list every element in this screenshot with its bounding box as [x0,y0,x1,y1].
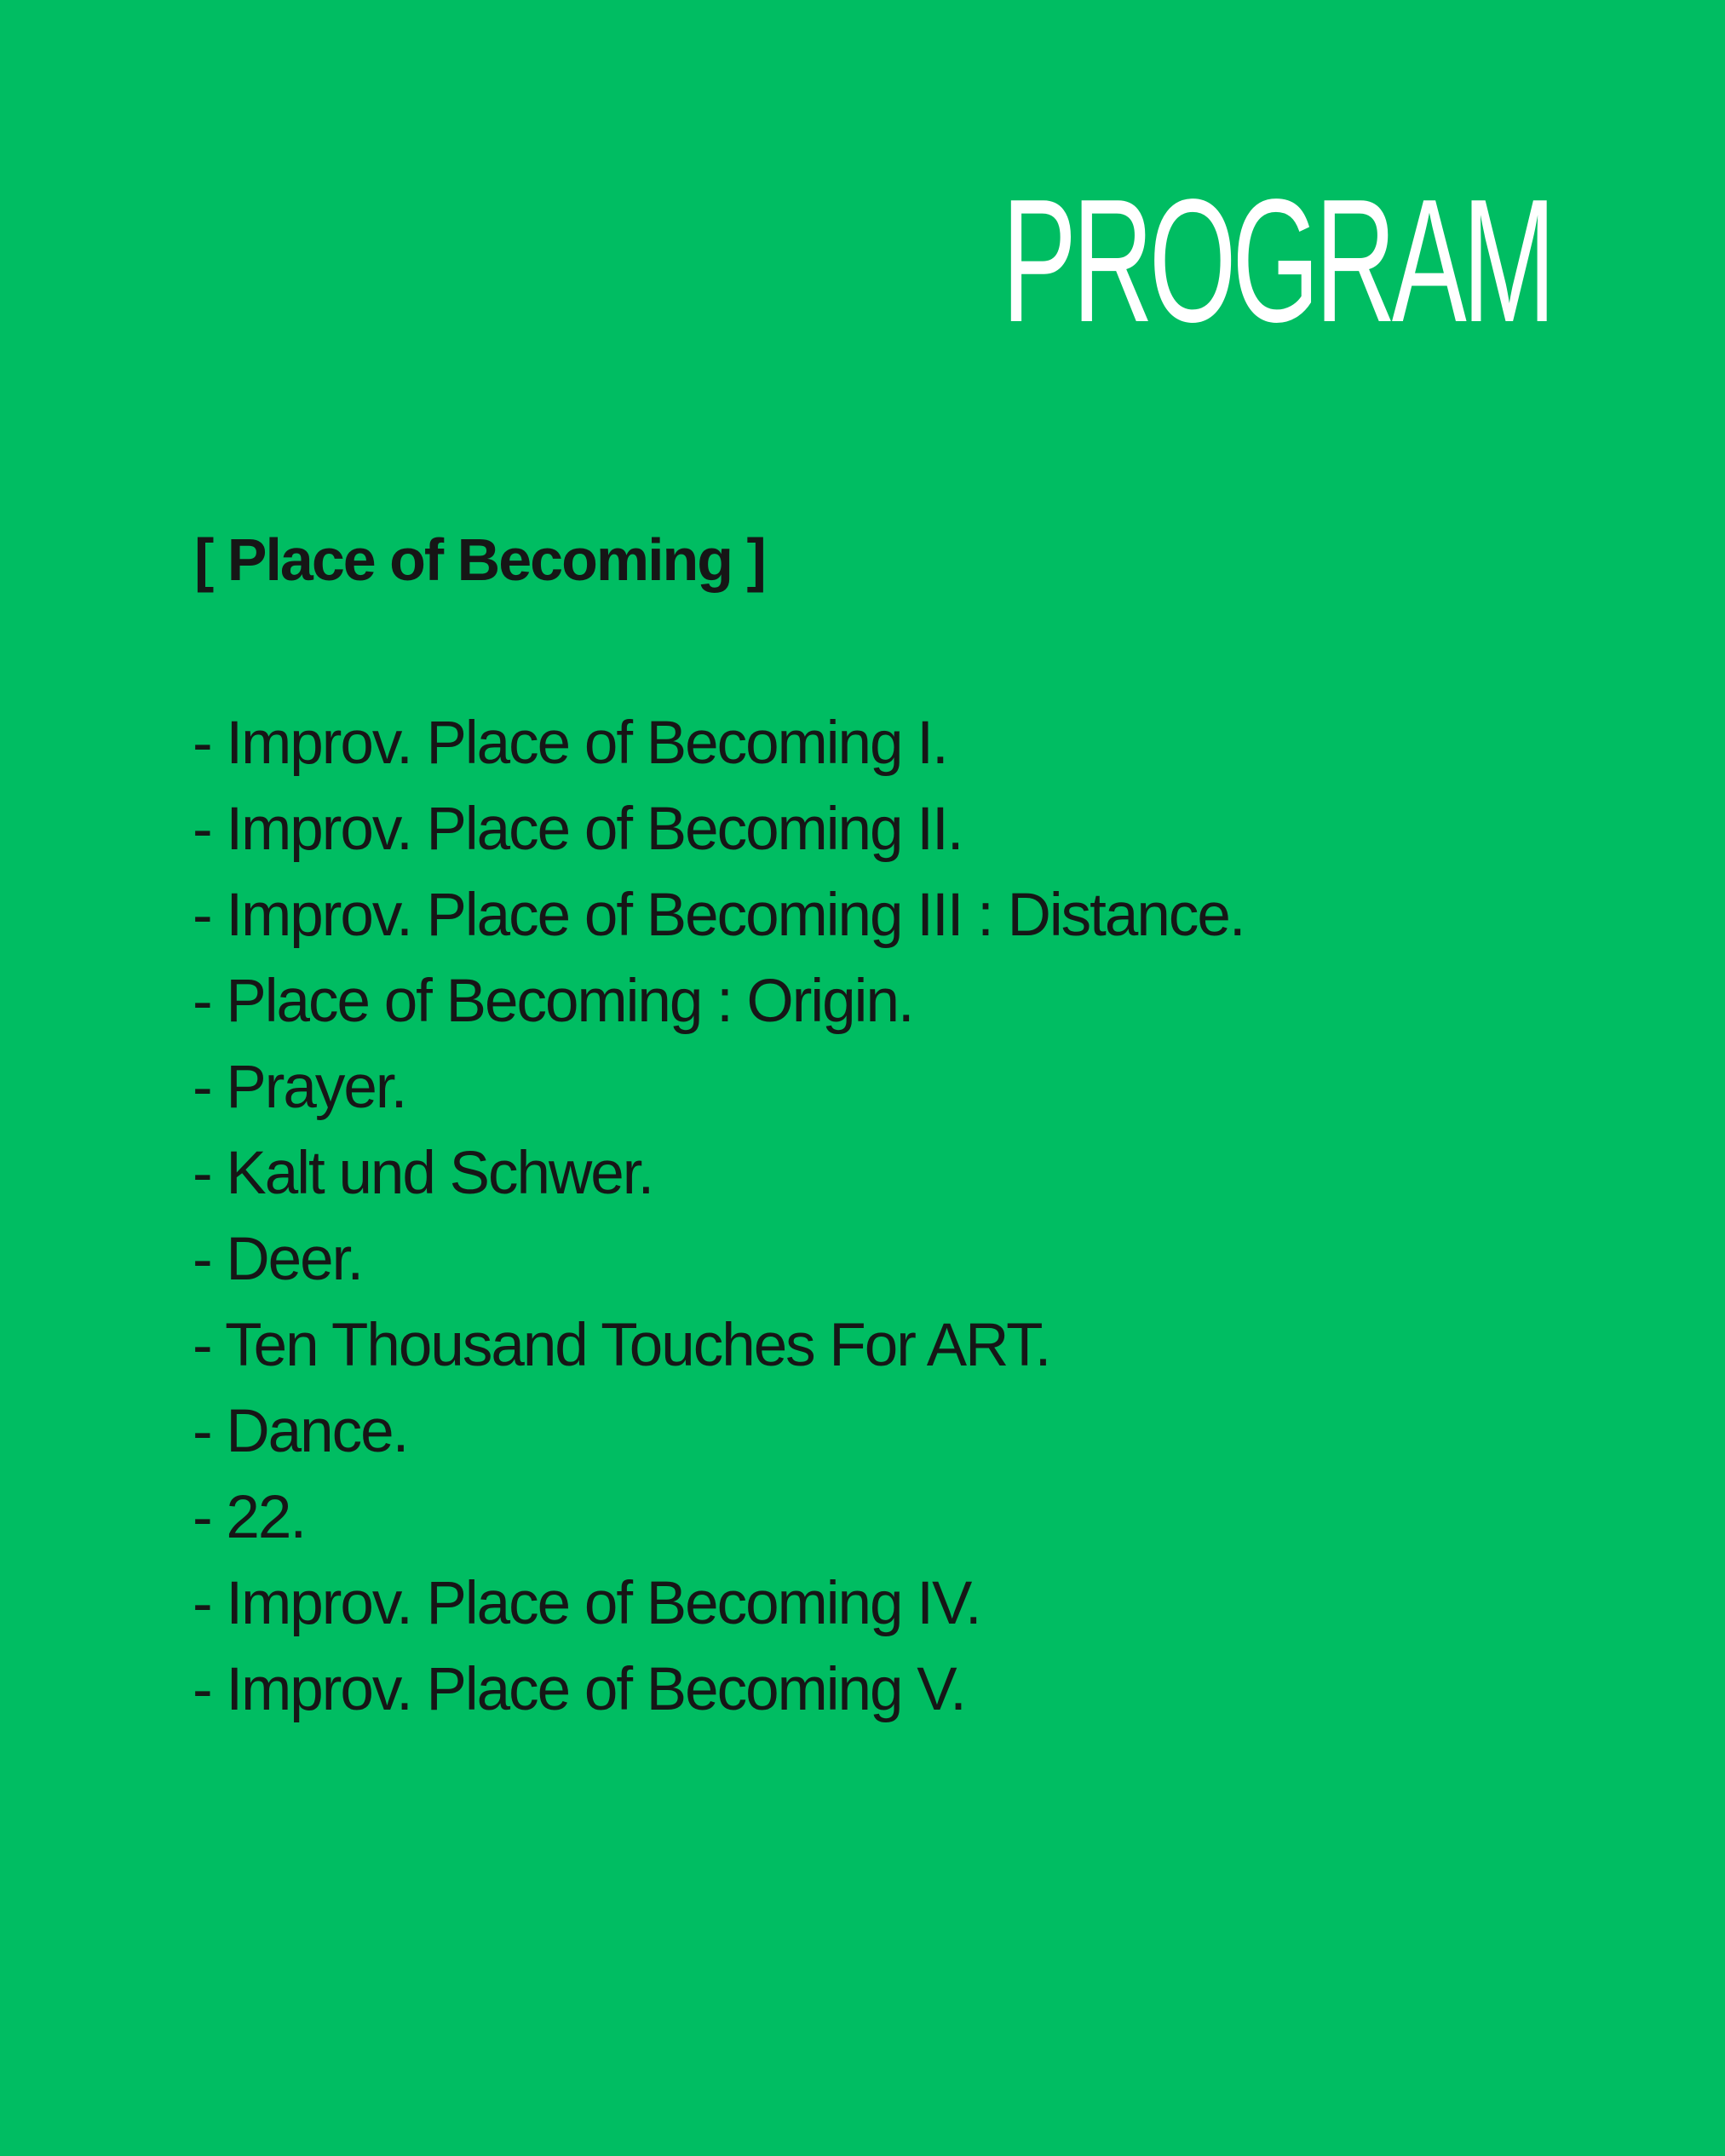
program-item: - Place of Becoming : Origin. [193,968,913,1035]
program-item: - Dance. [193,1398,408,1465]
program-item: - Improv. Place of Becoming III : Distance. [193,882,1245,949]
program-item: - Improv. Place of Becoming II. [193,796,963,863]
program-list [193,700,1245,1733]
program-item: - Improv. Place of Becoming IV. [193,1570,980,1637]
program-item: - Improv. Place of Becoming I. [193,710,947,777]
program-item: - Kalt und Schwer. [193,1140,653,1207]
page-title: PROGRAM [1002,163,1552,359]
program-item: - Improv. Place of Becoming V. [193,1656,965,1723]
program-item: - Prayer. [193,1054,406,1121]
program-item: - Ten Thousand Touches For ART. [193,1312,1050,1379]
section-heading: [ Place of Becoming ] [194,526,765,593]
program-item: - 22. [193,1484,306,1551]
program-item: - Deer. [193,1226,363,1293]
